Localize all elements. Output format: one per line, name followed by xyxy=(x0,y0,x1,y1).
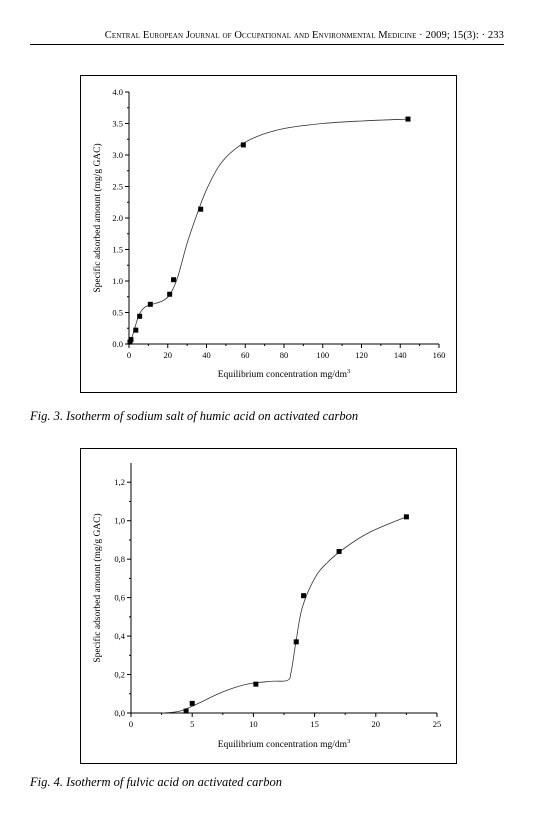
x-tick-label: 20 xyxy=(371,719,381,729)
x-tick-label: 100 xyxy=(316,350,330,360)
y-tick-label: 0,8 xyxy=(114,554,125,565)
data-point xyxy=(198,207,203,212)
y-tick-label: 1.0 xyxy=(112,276,123,286)
data-point xyxy=(167,292,172,297)
x-tick-label: 0 xyxy=(126,350,132,360)
y-tick-label: 0,6 xyxy=(114,592,125,603)
y-axis-label: Specific adsorbed amount (mg/g GAC) xyxy=(93,513,103,663)
data-point xyxy=(190,701,195,706)
x-tick-label: 20 xyxy=(163,350,172,360)
x-tick-label: 25 xyxy=(432,719,442,729)
y-tick-label: 2.0 xyxy=(112,213,123,223)
x-tick-label: 80 xyxy=(279,350,289,360)
data-point xyxy=(301,593,306,598)
y-tick-label: 1,2 xyxy=(114,477,125,488)
data-point xyxy=(337,549,342,554)
running-header: Central European Journal of Occupational and Environmental Medicine · 2009; 15(3): · 233 xyxy=(104,30,504,41)
figure-3-chart xyxy=(81,76,456,392)
y-axis-label: Specific adsorbed amount (mg/g GAC) xyxy=(93,143,103,293)
y-tick-label: 1.5 xyxy=(112,244,123,255)
y-tick-label: 3.5 xyxy=(112,118,123,129)
data-point xyxy=(171,277,176,282)
data-point xyxy=(241,142,246,147)
data-point xyxy=(137,314,142,319)
data-point xyxy=(253,682,258,687)
x-tick-label: 160 xyxy=(432,350,446,360)
fit-curve xyxy=(129,119,408,344)
x-tick-label: 140 xyxy=(393,350,407,360)
data-point xyxy=(294,639,299,644)
y-tick-label: 0,2 xyxy=(114,669,125,680)
x-tick-label: 15 xyxy=(310,719,319,729)
x-axis-label: Equilibrium concentration $mg/dm^3$ xyxy=(217,738,351,750)
data-point xyxy=(128,337,133,342)
y-tick-label: 2.5 xyxy=(112,181,123,192)
figure-4-chart xyxy=(81,449,456,763)
y-tick-label: 0.5 xyxy=(112,307,123,318)
y-tick-label: 3.0 xyxy=(112,150,123,160)
x-tick-label: 10 xyxy=(249,719,258,729)
y-tick-label: 0.0 xyxy=(112,339,123,349)
fit-curve xyxy=(162,517,407,713)
data-point xyxy=(148,302,153,307)
x-tick-label: 40 xyxy=(202,350,211,360)
header-rule xyxy=(30,44,504,45)
x-tick-label: 60 xyxy=(241,350,250,360)
data-point xyxy=(406,117,411,122)
data-point xyxy=(184,709,189,714)
y-tick-label: 4.0 xyxy=(112,87,123,97)
figure-3-frame xyxy=(80,75,457,393)
x-tick-label: 0 xyxy=(128,719,134,729)
figure-4-frame xyxy=(80,448,457,764)
x-tick-label: 120 xyxy=(355,350,368,360)
y-tick-label: 0,4 xyxy=(114,631,125,642)
data-point xyxy=(404,514,409,519)
figure-4-caption: Fig. 4. Isotherm of fulvic acid on activated carbon xyxy=(30,775,283,789)
figure-3-caption: Fig. 3. Isotherm of sodium salt of humic acid on activated carbon xyxy=(30,409,359,423)
x-tick-label: 5 xyxy=(190,719,195,729)
y-tick-label: 1,0 xyxy=(114,515,125,526)
x-axis-label: Equilibrium concentration $mg/dm^3$ xyxy=(217,368,351,380)
data-point xyxy=(133,328,138,333)
y-tick-label: 0,0 xyxy=(114,708,125,718)
